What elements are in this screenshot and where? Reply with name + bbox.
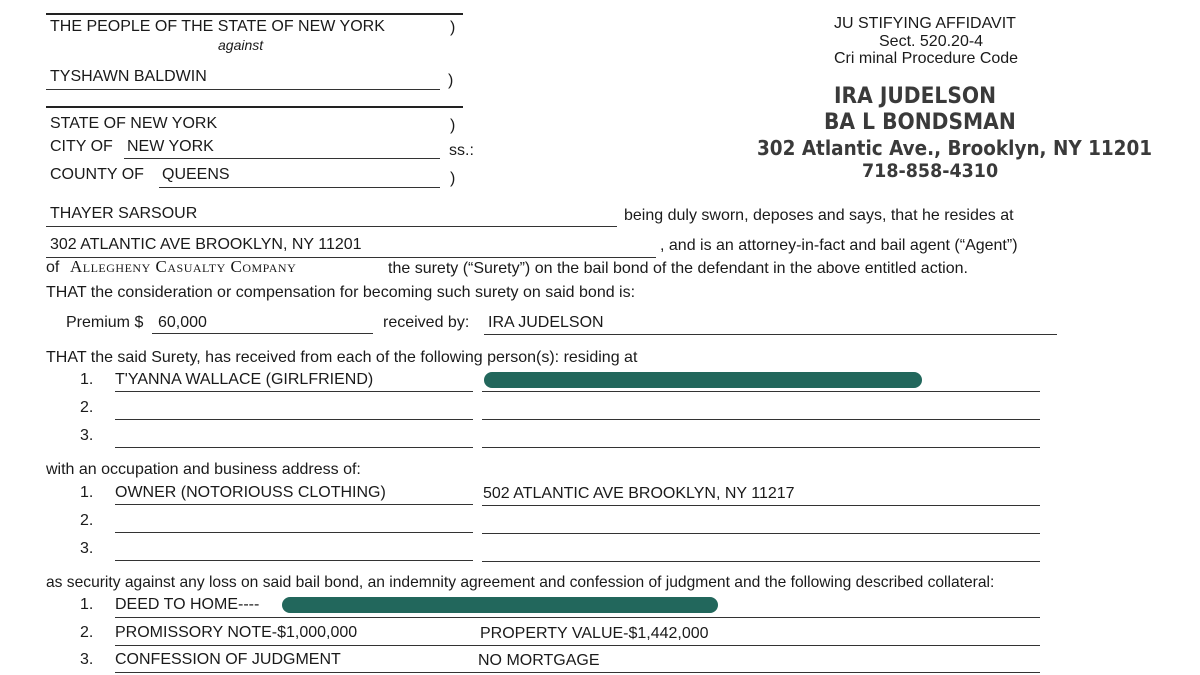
person-1-name-line (115, 391, 473, 392)
occupation-2-number: 2. (80, 512, 94, 529)
venue-city: NEW YORK (127, 138, 214, 155)
occupation-1-address-line (482, 505, 1040, 506)
collateral-3-line (115, 672, 1040, 673)
stamp-title: BA L BONDSMAN (824, 110, 1016, 135)
consideration-text: THAT the consideration or compensation for becoming such surety on said bond is: (46, 284, 636, 301)
collateral-1-redaction (282, 597, 718, 613)
person-2-name-line (115, 419, 473, 420)
document-code: Cri minal Procedure Code (834, 50, 1019, 67)
occupation-3-number: 3. (80, 540, 94, 557)
collateral-1-item: DEED TO HOME---- (115, 596, 260, 613)
venue-state: STATE OF NEW YORK (50, 115, 218, 132)
occupation-1-title: OWNER (NOTORIOUSS CLOTHING) (115, 484, 386, 501)
caption-people: THE PEOPLE OF THE STATE OF NEW YORK (50, 18, 385, 35)
occupation-1-number: 1. (80, 484, 94, 501)
occupation-2-address-line (482, 533, 1040, 534)
attorney-text: , and is an attorney-in-fact and bail agent (“Agent”) (660, 237, 1018, 254)
caption-paren-2: ) (448, 72, 454, 89)
surety-text: the surety (“Surety”) on the bail bond of the defendant in the above entitled action. (388, 260, 968, 277)
collateral-2-item: PROMISSORY NOTE-$1,000,000 (115, 624, 358, 641)
venue-city-line (124, 158, 440, 159)
defendant-name: TYSHAWN BALDWIN (50, 68, 207, 85)
occupation-1-address: 502 ATLANTIC AVE BROOKLYN, NY 11217 (483, 485, 795, 502)
premium-value: 60,000 (158, 314, 207, 331)
caption-top-rule (46, 13, 463, 15)
agent-name-line (46, 226, 617, 227)
received-by: IRA JUDELSON (488, 314, 604, 331)
caption-paren-4: ) (450, 170, 456, 187)
collateral-1-line (115, 617, 1040, 618)
collateral-1-number: 1. (80, 596, 94, 613)
venue-ss: ss.: (449, 142, 474, 159)
of-label: of (46, 259, 60, 276)
collateral-3-detail: NO MORTGAGE (478, 652, 600, 669)
person-1-name: T'YANNA WALLACE (GIRLFRIEND) (115, 371, 374, 388)
venue-city-label: CITY OF (50, 138, 113, 155)
surety-company: Allegheny Casualty Company (70, 257, 297, 276)
premium-label: Premium $ (66, 314, 144, 331)
venue-county: QUEENS (162, 166, 230, 183)
caption-mid-rule (46, 106, 463, 108)
collateral-2-detail: PROPERTY VALUE-$1,442,000 (480, 625, 709, 642)
agent-address: 302 ATLANTIC AVE BROOKLYN, NY 11201 (50, 236, 362, 253)
collateral-3-number: 3. (80, 651, 94, 668)
stamp-phone: 718-858-4310 (862, 160, 999, 182)
caption-paren-1: ) (450, 19, 456, 36)
received-label: received by: (383, 314, 470, 331)
premium-line (152, 333, 373, 334)
received-by-line (484, 334, 1057, 335)
person-2-number: 2. (80, 399, 94, 416)
collateral-2-number: 2. (80, 624, 94, 641)
person-3-address-line (482, 447, 1040, 448)
document-section: Sect. 520.20-4 (879, 33, 984, 50)
stamp-address: 302 Atlantic Ave., Brooklyn, NY 11201 (757, 136, 1153, 160)
person-1-address-redaction (484, 372, 922, 388)
agent-name: THAYER SARSOUR (50, 205, 198, 222)
venue-county-label: COUNTY OF (50, 166, 144, 183)
received-from-text: THAT the said Surety, has received from each of the following person(s): residing at (46, 349, 638, 366)
security-text: as security against any loss on said bail bond, an indemnity agreement and confession of judgment and the following described collateral: (46, 574, 995, 591)
occupation-1-title-line (115, 504, 473, 505)
occupation-3-address-line (482, 561, 1040, 562)
collateral-2-line (115, 645, 1040, 646)
collateral-3-item: CONFESSION OF JUDGMENT (115, 651, 341, 668)
person-3-name-line (115, 447, 473, 448)
venue-county-line (159, 187, 440, 188)
defendant-line (46, 89, 440, 90)
person-2-address-line (482, 419, 1040, 420)
person-1-number: 1. (80, 371, 94, 388)
stamp-name: IRA JUDELSON (834, 84, 997, 109)
occupation-3-title-line (115, 560, 473, 561)
person-1-address-line (482, 391, 1040, 392)
caption-paren-3: ) (450, 117, 456, 134)
occupation-text: with an occupation and business address of: (46, 461, 361, 478)
person-3-number: 3. (80, 427, 94, 444)
caption-against: against (218, 37, 264, 53)
sworn-text: being duly sworn, deposes and says, that he resides at (624, 207, 1014, 224)
document-title: JU STIFYING AFFIDAVIT (834, 15, 1016, 32)
occupation-2-title-line (115, 532, 473, 533)
